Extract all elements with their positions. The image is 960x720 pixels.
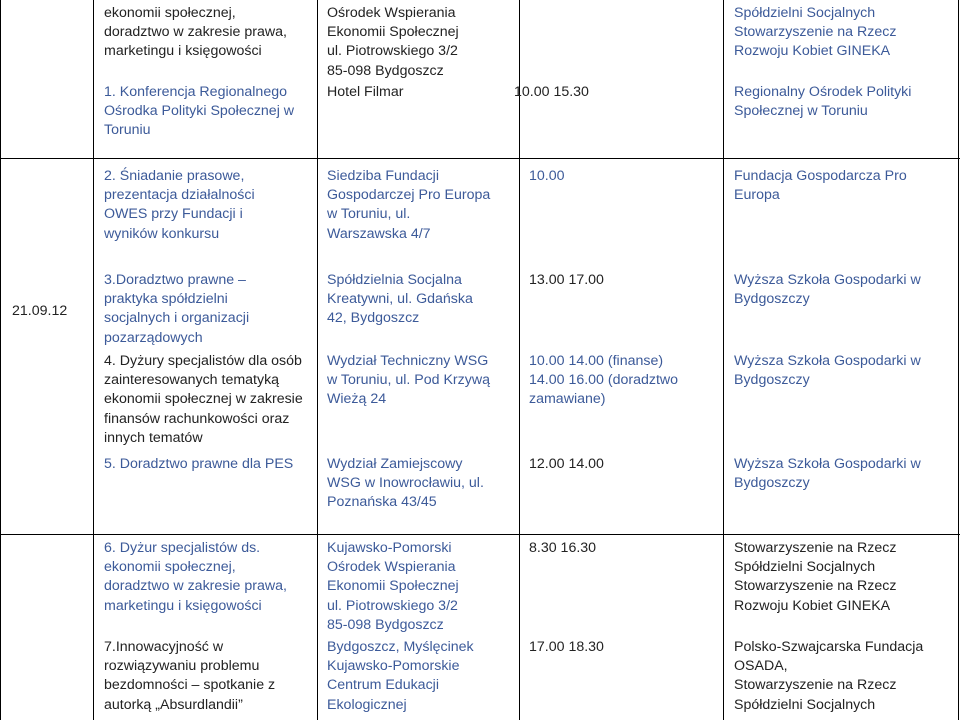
cell-line: Spółdzielnia Socjalna: [327, 272, 462, 288]
row-5-place: [327, 455, 484, 513]
cell-line: wyników konkursu: [104, 225, 220, 242]
cell-line: Ekonomii Społecznej: [327, 24, 459, 41]
cell-line: Siedziba Fundacji: [327, 168, 439, 184]
cell-line: Społecznej w Toruniu: [734, 103, 868, 120]
cell-line: Bydgoszczy: [734, 475, 810, 492]
cell-line: Wieżą 24: [327, 391, 387, 408]
cell-line: 4. Dyżury specjalistów dla osób: [104, 353, 302, 369]
row-4-topic: [104, 352, 303, 448]
cell-line: Wyższa Szkoła Gospodarki w: [734, 272, 921, 288]
cell-line: Ośrodek Wspierania: [327, 559, 456, 576]
cell-line: Spółdzielni Socjalnych: [734, 5, 876, 21]
row-7-place: [327, 638, 474, 715]
cell-line: ekonomii społecznej,: [104, 559, 236, 576]
cell-line: 13.00 17.00: [529, 272, 604, 288]
cell-line: Europa: [734, 187, 780, 204]
row-7-org: [734, 638, 923, 715]
cell-line: rozwiązywaniu problemu: [104, 658, 260, 675]
cell-line: w Toruniu, ul.: [327, 206, 411, 223]
grid-line: [0, 534, 960, 535]
cell-line: zamawiane): [529, 391, 606, 408]
cell-line: 85-098 Bydgoszcz: [327, 62, 444, 79]
cell-line: Stowarzyszenie na Rzecz: [734, 578, 897, 595]
cell-line: Kujawsko-Pomorski: [327, 540, 452, 556]
cell-line: Stowarzyszenie na Rzecz: [734, 540, 897, 556]
row-4-time: [529, 352, 678, 410]
cell-line: Toruniu: [104, 122, 151, 139]
cell-line: 12.00 14.00: [529, 456, 604, 472]
cell-line: Bydgoszcz, Myślęcinek: [327, 639, 474, 655]
cell-line: OWES przy Fundacji i: [104, 206, 243, 223]
row-6-time: [529, 539, 596, 558]
cell-line: 10.00 15.30: [514, 84, 589, 100]
cell-line: Rozwoju Kobiet GINEKA: [734, 597, 891, 614]
cell-line: 10.00 14.00 (finanse): [529, 353, 664, 369]
cell-line: 2. Śniadanie prasowe,: [104, 168, 245, 184]
cell-line: Wydział Zamiejscowy: [327, 456, 463, 472]
row-top-org: [734, 4, 896, 62]
cell-line: 8.30 16.30: [529, 540, 597, 556]
grid-line: [519, 0, 520, 720]
row-7-time: [529, 638, 604, 657]
cell-line: Bydgoszczy: [734, 291, 810, 308]
row-5-org: [734, 455, 921, 493]
cell-line: Stowarzyszenie na Rzecz: [734, 677, 897, 694]
cell-line: Kreatywni, ul. Gdańska: [327, 291, 473, 308]
row-3-topic: [104, 271, 249, 348]
cell-line: praktyka spółdzielni: [104, 291, 228, 308]
row-2-org: [734, 167, 907, 205]
row-4-org: [734, 352, 921, 390]
cell-line: bezdomności – spotkanie z: [104, 677, 276, 694]
grid-line: [0, 0, 1, 720]
cell-line: OSADA,: [734, 658, 788, 675]
row-5-time: [529, 455, 604, 474]
row-2-topic: [104, 167, 255, 244]
cell-line: finansów rachunkowości oraz: [104, 410, 290, 427]
cell-line: zainteresowanych tematyką: [104, 372, 280, 389]
cell-line: Ośrodek Wspierania: [327, 5, 456, 21]
cell-line: Stowarzyszenie na Rzecz: [734, 24, 897, 41]
row-3-time: [529, 271, 604, 290]
row-3-place: [327, 271, 473, 329]
cell-line: innych tematów: [104, 429, 203, 446]
cell-line: Kujawsko-Pomorskie: [327, 658, 460, 675]
grid-line: [723, 0, 724, 720]
cell-line: prezentacja działalności: [104, 187, 255, 204]
cell-line: Ekonomii Społecznej: [327, 578, 459, 595]
cell-line: ekonomii społecznej,: [104, 5, 236, 21]
cell-line: ekonomii społecznej w zakresie: [104, 391, 303, 408]
cell-line: ul. Piotrowskiego 3/2: [327, 43, 458, 60]
cell-line: autorką „Absurdlandii”: [104, 696, 243, 713]
cell-line: doradztwo w zakresie prawa,: [104, 578, 287, 595]
row-2-time: [529, 167, 565, 186]
row-1-place: [327, 83, 403, 102]
cell-line: Ośrodka Polityki Społecznej w: [104, 103, 295, 120]
cell-line: 17.00 18.30: [529, 639, 604, 655]
cell-line: Wyższa Szkoła Gospodarki w: [734, 456, 921, 472]
row-1-org: [734, 83, 911, 121]
grid-line: [0, 158, 960, 159]
cell-line: ul. Piotrowskiego 3/2: [327, 597, 458, 614]
row-3-org: [734, 271, 921, 309]
row-1-time: [514, 83, 589, 102]
cell-line: Gospodarczej Pro Europa: [327, 187, 491, 204]
row-top-topic: [104, 4, 287, 62]
cell-line: Warszawska 4/7: [327, 225, 431, 242]
cell-line: Ekologicznej: [327, 696, 407, 713]
cell-line: Wyższa Szkoła Gospodarki w: [734, 353, 921, 369]
cell-line: 10.00: [529, 168, 565, 184]
grid-line: [958, 0, 959, 720]
grid-line: [317, 0, 318, 720]
cell-line: marketingu i księgowości: [104, 597, 262, 614]
cell-line: 3.Doradztwo prawne –: [104, 272, 246, 288]
cell-line: 42, Bydgoszcz: [327, 310, 420, 327]
cell-line: Poznańska 43/45: [327, 494, 437, 511]
cell-line: doradztwo w zakresie prawa,: [104, 24, 287, 41]
cell-line: pozarządowych: [104, 329, 203, 346]
cell-line: marketingu i księgowości: [104, 43, 262, 60]
cell-line: Regionalny Ośrodek Polityki: [734, 84, 912, 100]
cell-line: Wydział Techniczny WSG: [327, 353, 489, 369]
row-5-topic: [104, 455, 293, 474]
row-6-org: [734, 539, 896, 616]
cell-line: 6. Dyżur specjalistów ds.: [104, 540, 261, 556]
cell-line: 7.Innowacyjność w: [104, 639, 224, 655]
cell-line: 14.00 16.00 (doradztwo: [529, 372, 679, 389]
cell-line: Hotel Filmar: [327, 84, 404, 100]
cell-line: Polsko-Szwajcarska Fundacja: [734, 639, 924, 655]
row-6-place: [327, 539, 459, 635]
event-date: 21.09.12: [12, 303, 68, 319]
cell-line: 5. Doradztwo prawne dla PES: [104, 456, 294, 472]
row-1-topic: [104, 83, 294, 141]
row-2-place: [327, 167, 490, 244]
grid-line: [93, 0, 94, 720]
row-6-topic: [104, 539, 287, 616]
cell-line: Centrum Edukacji: [327, 677, 439, 694]
cell-line: Fundacja Gospodarcza Pro: [734, 168, 907, 184]
cell-line: Bydgoszczy: [734, 372, 810, 389]
row-4-place: [327, 352, 490, 410]
cell-line: w Toruniu, ul. Pod Krzywą: [327, 372, 490, 389]
cell-line: 1. Konferencja Regionalnego: [104, 84, 287, 100]
cell-line: Spółdzielni Socjalnych: [734, 696, 876, 713]
cell-line: WSG w Inowrocławiu, ul.: [327, 475, 484, 492]
cell-line: 85-098 Bydgoszcz: [327, 616, 444, 633]
cell-line: socjalnych i organizacji: [104, 310, 250, 327]
row-7-topic: [104, 638, 275, 715]
cell-line: Spółdzielni Socjalnych: [734, 559, 876, 576]
cell-line: Rozwoju Kobiet GINEKA: [734, 43, 891, 60]
row-top-place: [327, 4, 459, 81]
